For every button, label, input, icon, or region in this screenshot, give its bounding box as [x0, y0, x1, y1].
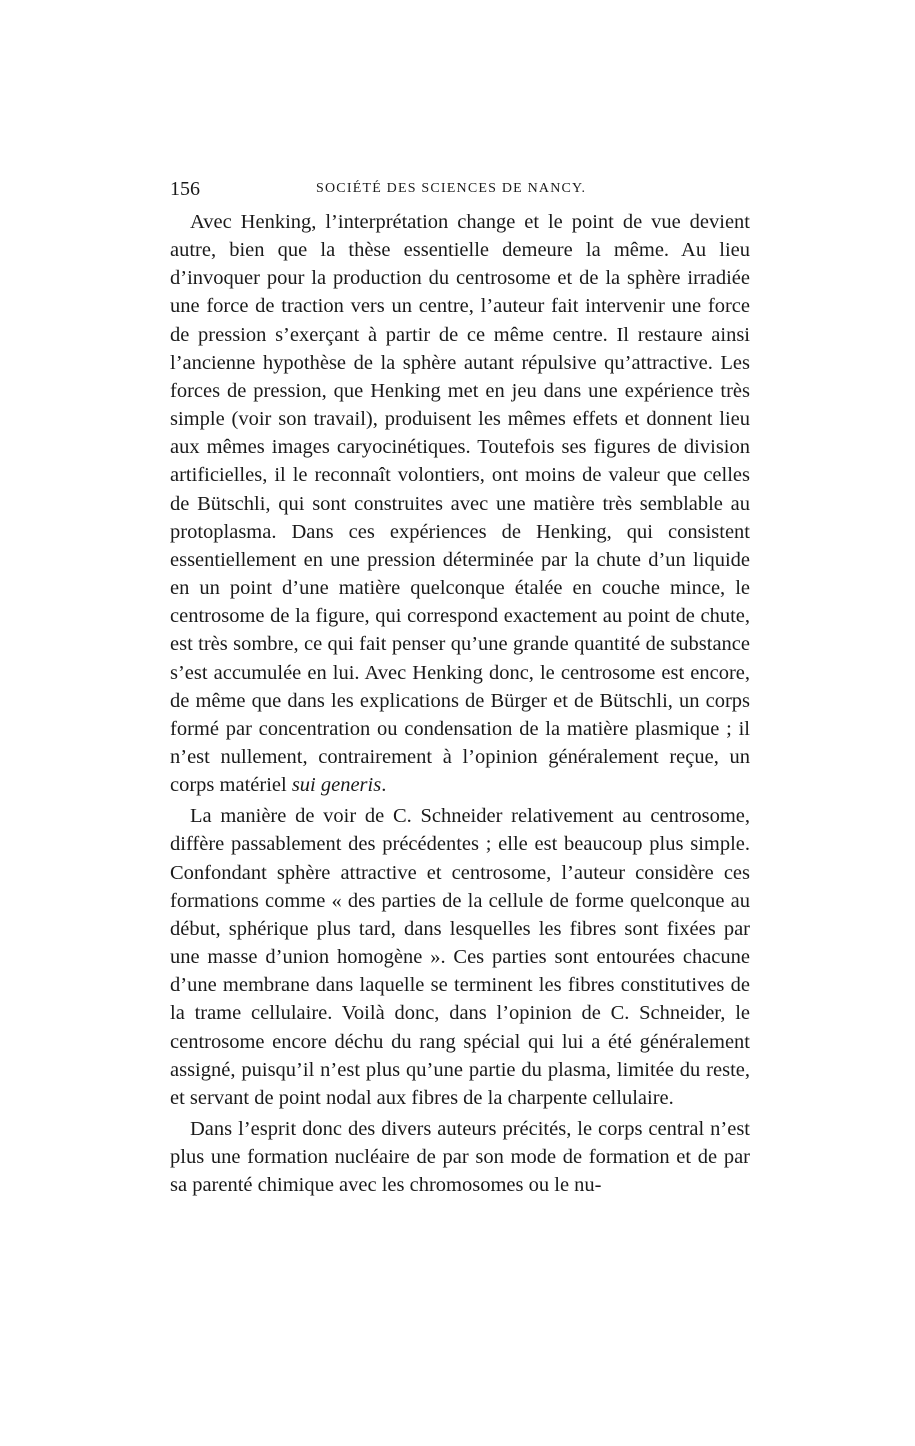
paragraph-schneider: La manière de voir de C. Schneider relativement au centrosome, diffère passablement des précédentes ; elle est beaucoup plus simple. Confondant sphère attractive et centrosome, l’auteur considère ces formations comme « des parties de la cellule de forme quelconque au début, sphérique plus tard, dans lesquelles les fibres sont fixées par une masse d’union homogène ». Ces parties sont entourées chacune d’une membrane dans laquelle se terminent les fibres constitutives de la trame cellulaire. Voilà donc, dans l’opinion de C. Schneider, le centrosome encore déchu du rang spécial qui lui a été généralement assigné, puisqu’il n’est plus qu’une partie du plasma, limitée du reste, et servant de point nodal aux fibres de la charpente cellulaire. [170, 805, 750, 1109]
paragraph-henking [170, 208, 750, 799]
paragraph-henking-text: Avec Henking, l’interprétation change et le point de vue devient autre, bien que la thèse essentielle demeure la même. Au lieu d’invoquer pour la production du centrosome et de la sphère irradiée une force de traction vers un centre, l’auteur fait intervenir une force de pression s’exerçant à partir de ce même centre. Il restaure ainsi l’ancienne hypothèse de la sphère autant répulsive qu’attractive. Les forces de pression, que Henking met en jeu dans une expérience très simple (voir son travail), produisent les mêmes effets et donnent lieu aux mêmes images caryocinétiques. Toutefois ses figures de division artificielles, il le reconnaît volontiers, ont moins de valeur que celles de Bütschli, qui sont construites avec une matière très semblable au protoplasma. Dans ces expériences de Henking, qui consistent essentiellement en une pression déterminée par la chute d’un liquide en un point d’une matière quelconque étalée en couche mince, le centrosome de la figure, qui correspond exactement au point de chute, est très sombre, ce qui fait penser qu’une grande quantité de substance s’est accumulée en lui. Avec Henking donc, le centrosome est encore, de même que dans les explications de Bürger et de Bütschli, un corps formé par concentration ou condensation de la matière plasmique ; il n’est nullement, contrairement à l’opinion généralement reçue, un corps matériel [170, 211, 750, 797]
italic-sui-generis: sui generis [291, 774, 382, 797]
running-head [170, 176, 750, 202]
body-text [170, 208, 750, 1199]
journal-title: SOCIÉTÉ DES SCIENCES DE NANCY. [316, 181, 587, 196]
paragraph-conclusion: Dans l’esprit donc des divers auteurs précités, le corps central n’est plus une formation nucléaire de par son mode de formation et de par sa parenté chimique avec les chromosomes ou le nu- [170, 1118, 750, 1197]
paragraph-henking-end: . [381, 774, 387, 797]
page-number: 156 [170, 178, 200, 200]
